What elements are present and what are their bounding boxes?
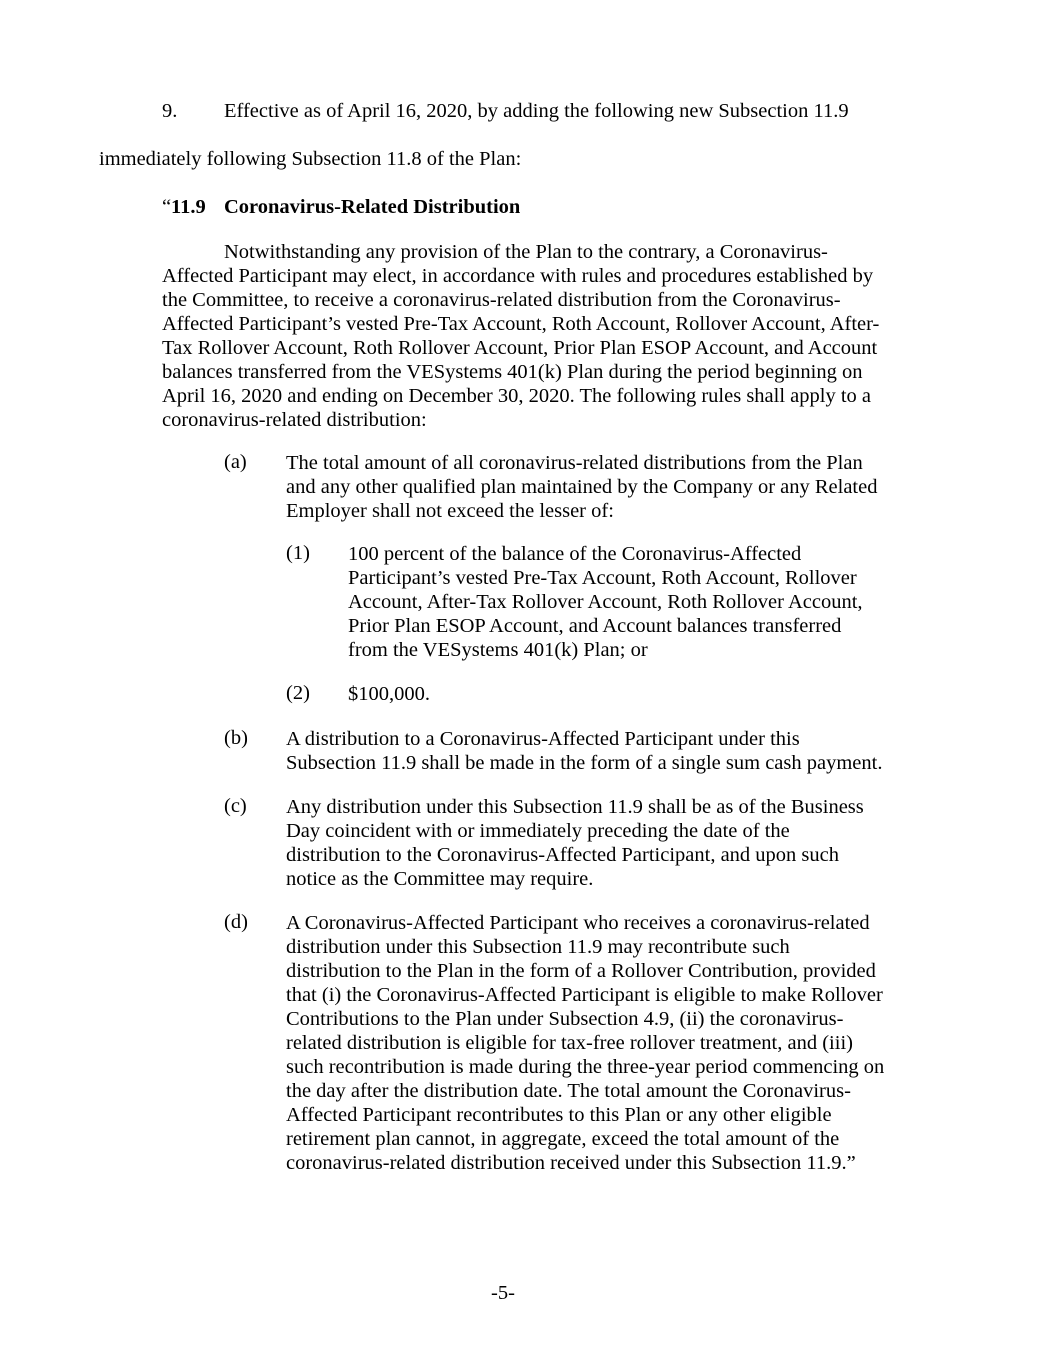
section-title: Coronavirus-Related Distribution <box>224 196 521 218</box>
item-line: Prior Plan ESOP Account, and Account balances transferred <box>348 615 842 637</box>
item-line: retirement plan cannot, in aggregate, exceed the total amount of the <box>286 1128 840 1150</box>
item-d-label: (d) <box>224 911 248 933</box>
open-quote: “ <box>162 196 172 218</box>
body-paragraph <box>162 240 879 432</box>
body-line: Affected Participant may elect, in accordance with rules and procedures established by <box>162 265 874 287</box>
body-line: coronavirus-related distribution: <box>162 409 427 431</box>
item-line: A distribution to a Coronavirus-Affected Participant under this <box>286 728 800 750</box>
item-line: Employer shall not exceed the lesser of: <box>286 500 614 522</box>
page-number: -5- <box>491 1282 515 1304</box>
item-line: A Coronavirus-Affected Participant who receives a coronavirus-related <box>286 912 870 934</box>
body-line: Notwithstanding any provision of the Plan to the contrary, a Coronavirus- <box>224 241 828 263</box>
item-line: $100,000. <box>348 683 430 705</box>
item-line: related distribution is eligible for tax-free rollover treatment, and (iii) <box>286 1032 853 1054</box>
item-line: the day after the distribution date. The total amount the Coronavirus- <box>286 1080 851 1102</box>
item-line: Any distribution under this Subsection 11.9 shall be as of the Business <box>286 796 864 818</box>
item-line: Affected Participant recontributes to this Plan or any other eligible <box>286 1104 832 1126</box>
item-line: that (i) the Coronavirus-Affected Participant is eligible to make Rollover <box>286 984 883 1006</box>
item-line: distribution to the Plan in the form of a Rollover Contribution, provided <box>286 960 876 982</box>
item-line: from the VESystems 401(k) Plan; or <box>348 639 648 661</box>
body-line: balances transferred from the VESystems 401(k) Plan during the period beginning on <box>162 361 863 383</box>
item-line: such recontribution is made during the three-year period commencing on <box>286 1056 885 1078</box>
item-line: notice as the Committee may require. <box>286 868 594 890</box>
item-line: and any other qualified plan maintained by the Company or any Related <box>286 476 878 498</box>
item-b-label: (b) <box>224 727 248 749</box>
section-number: 11.9 <box>171 196 206 218</box>
item-b-text <box>286 727 882 775</box>
item-a1-label: (1) <box>286 542 310 564</box>
item-line: distribution to the Coronavirus-Affected Participant, and upon such <box>286 844 840 866</box>
item-a2-text <box>348 682 430 706</box>
item-a-label: (a) <box>224 451 247 473</box>
item-line: coronavirus-related distribution received under this Subsection 11.9.” <box>286 1152 856 1174</box>
item-d-text <box>286 911 884 1175</box>
intro-line-1: Effective as of April 16, 2020, by adding the following new Subsection 11.9 <box>224 100 849 122</box>
item-a1-text <box>348 542 863 662</box>
item-line: The total amount of all coronavirus-related distributions from the Plan <box>286 452 863 474</box>
body-line: Affected Participant’s vested Pre-Tax Account, Roth Account, Rollover Account, After- <box>162 313 880 335</box>
item-a2-label: (2) <box>286 682 310 704</box>
item-line: distribution under this Subsection 11.9 may recontribute such <box>286 936 790 958</box>
item-line: 100 percent of the balance of the Coronavirus-Affected <box>348 543 802 565</box>
item-line: Participant’s vested Pre-Tax Account, Roth Account, Rollover <box>348 567 857 589</box>
item-c-label: (c) <box>224 795 247 817</box>
item-line: Subsection 11.9 shall be made in the form of a single sum cash payment. <box>286 752 883 774</box>
body-line: the Committee, to receive a coronavirus-related distribution from the Coronavirus- <box>162 289 841 311</box>
body-line: April 16, 2020 and ending on December 30, 2020. The following rules shall apply to a <box>162 385 872 407</box>
item-line: Account, After-Tax Rollover Account, Roth Rollover Account, <box>348 591 863 613</box>
intro-line-2: immediately following Subsection 11.8 of the Plan: <box>99 148 522 170</box>
body-line: Tax Rollover Account, Roth Rollover Account, Prior Plan ESOP Account, and Account <box>162 337 878 359</box>
item-c-text <box>286 795 864 891</box>
intro-number: 9. <box>162 100 178 122</box>
item-a-text <box>286 451 877 523</box>
item-line: Day coincident with or immediately preceding the date of the <box>286 820 790 842</box>
item-line: Contributions to the Plan under Subsection 4.9, (ii) the coronavirus- <box>286 1008 844 1030</box>
